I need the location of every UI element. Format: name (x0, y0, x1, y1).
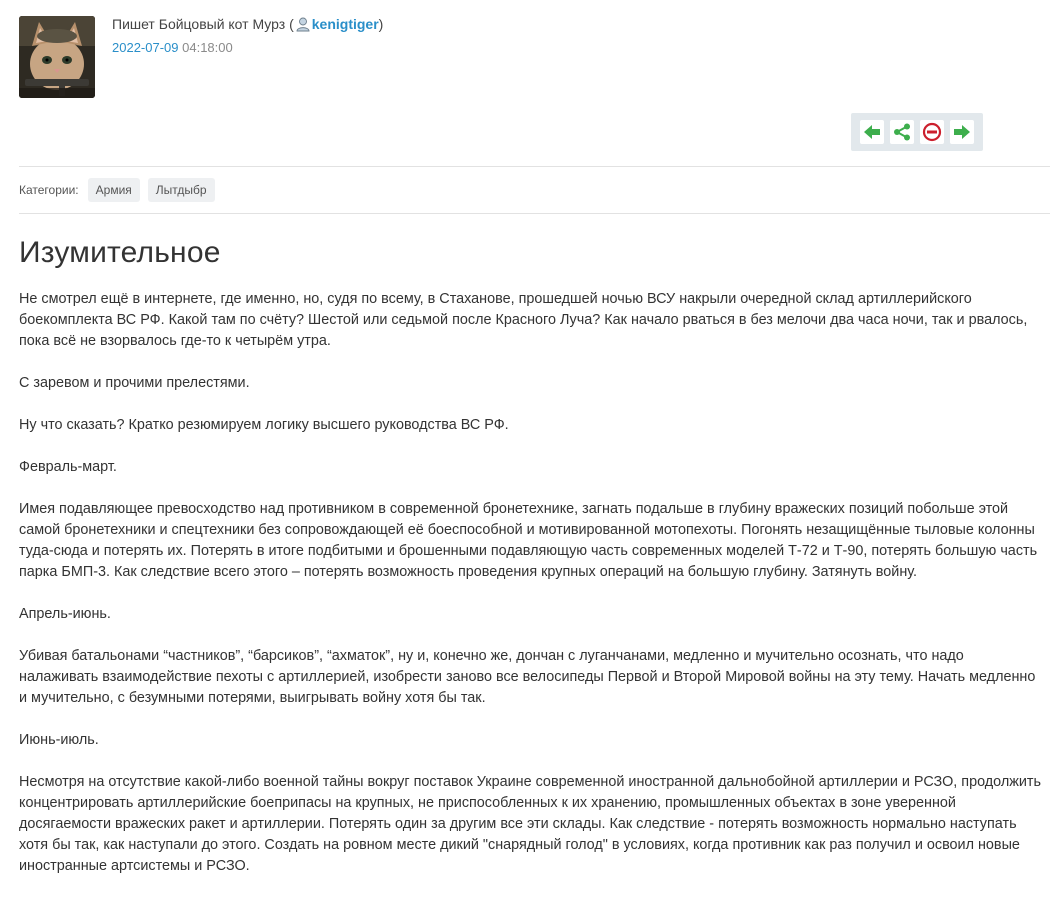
byline-prefix: Пишет (112, 16, 159, 32)
post-paragraph: Июнь-июль. (19, 732, 99, 748)
divider (19, 213, 1050, 214)
category-tag[interactable]: Лытдыбр (148, 178, 215, 202)
author-name: Бойцовый кот Мурз (158, 16, 286, 32)
categories-label: Категории: (19, 183, 79, 197)
post-body (19, 289, 1047, 898)
arrow-right-icon (953, 124, 971, 140)
post-time: 04:18:00 (182, 40, 233, 55)
categories-bar (19, 178, 223, 202)
author-username-link[interactable]: kenigtiger (311, 16, 379, 32)
next-entry-button[interactable] (950, 120, 974, 144)
post-paragraph: Апрель-июнь. (19, 606, 111, 622)
user-icon[interactable] (295, 16, 311, 35)
entry-toolbar (851, 113, 983, 151)
post-paragraph: Не смотрел ещё в интернете, где именно, но, судя по всему, в Стаханове, прошедшей ночью ВСУ накрыли очередной склад артиллерийского боекомплекта ВС РФ. Какой там по счёту? Шестой или седьмой после Красного Луча? Как начало рваться в без мелочи два часа ночи, так и рвалось, пока всё не взорвалось где-то к четырём утра. (19, 291, 1028, 349)
category-tag[interactable]: Армия (88, 178, 140, 202)
post-paragraph: Ну что сказать? Кратко резюмируем логику высшего руководства ВС РФ. (19, 417, 509, 433)
post-meta (112, 40, 233, 55)
kitten-avatar-image (19, 16, 95, 98)
author-byline: Пишет Бойцовый кот Мурз ( kenigtiger) (112, 16, 383, 35)
post-date-link[interactable]: 2022-07-09 (112, 40, 179, 55)
block-button[interactable] (920, 120, 944, 144)
post-paragraph: Имея подавляющее превосходство над противником в современной бронетехнике, загнать подальше в глубину вражеских позиций побольше этой самой бронетехники и спецтехники без сопровождающей её боеспособной и мотивированной мотопехоты. Погонять незащищённые тыловые колонны туда-сюда и потерять их. Потерять в итоге подбитыми и брошенными подавляющую часть современных моделей Т-72 и Т-90, потерять большую часть парка БМП-3. Как следствие всего этого – потерять возможность проведения крупных операций на большую глубину. Затянуть войну. (19, 501, 1038, 580)
post-paragraph: С заревом и прочими прелестями. (19, 375, 250, 391)
share-button[interactable] (890, 120, 914, 144)
block-icon (922, 122, 942, 142)
author-avatar[interactable] (19, 16, 95, 98)
post-paragraph: Убивая батальонами “частников”, “барсиков”, “ахматок”, ну и, конечно же, дончан с луганчанами, медленно и мучительно осознать, что надо налаживать взаимодействие пехоты с артиллерией, изобрести заново все велосипеды Первой и Второй Мировой войны на эту тему. Начать медленно и мучительно, с безумными потерями, выигрывать войну хотя бы так. (19, 648, 1036, 706)
divider (19, 166, 1050, 167)
share-icon (893, 123, 911, 141)
post-title: Изумительное (19, 236, 221, 269)
post-paragraph: Февраль-март. (19, 459, 117, 475)
post-paragraph: Несмотря на отсутствие какой-либо военной тайны вокруг поставок Украине современной иностранной дальнобойной артиллерии и РСЗО, продолжить концентрировать артиллерийские боеприпасы на крупных, не приспособленных к их хранению, промышленных объектах в зоне уверенной досягаемости вражеских ракет и артиллерии. Потерять один за другим все эти склады. Как следствие - потерять возможность нормально наступать хотя бы так, как наступали до этого. Создать на ровном месте дикий "снарядный голод" в условиях, когда противник как раз получил и освоил новые иностранные артсистемы и РСЗО. (19, 774, 1041, 874)
previous-entry-button[interactable] (860, 120, 884, 144)
arrow-left-icon (863, 124, 881, 140)
